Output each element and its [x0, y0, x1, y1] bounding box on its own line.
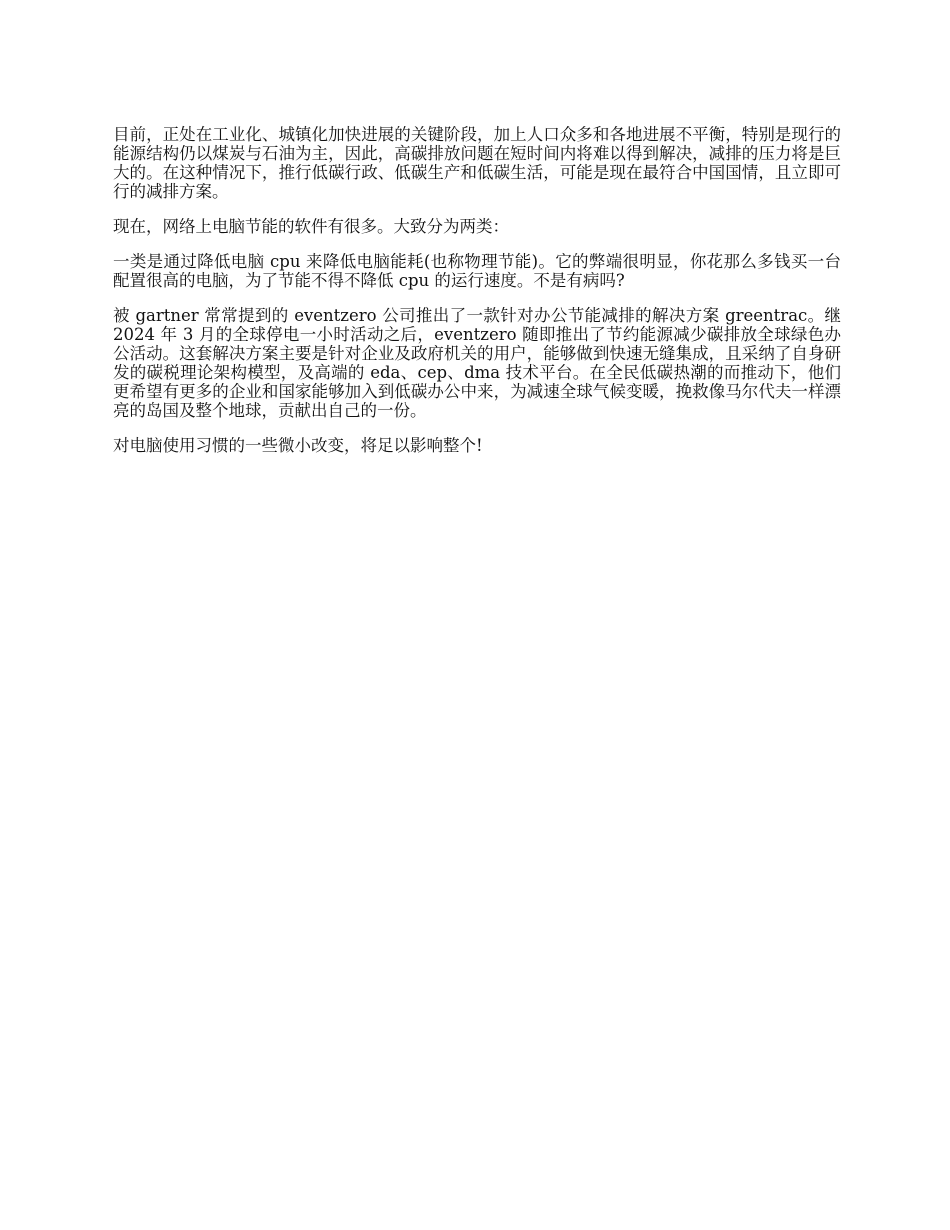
paragraph-physical-saving: 一类是通过降低电脑 cpu 来降低电脑能耗(也称物理节能)。它的弊端很明显，你花那么多钱买一台配置很高的电脑，为了节能不得不降低 cpu 的运行速度。不是有病吗?	[113, 252, 841, 290]
paragraph-greentrac: 被 gartner 常常提到的 eventzero 公司推出了一款针对办公节能减排的解决方案 greentrac。继 2024 年 3 月的全球停电一小时活动之后，eventzero 随即推出了节约能源减少碳排放全球绿色办公活动。这套解决方案主要是针对企业及政府机关的用户，能够做到快速无缝集成，且采纳了自身研发的碳税理论架构模型，及高端的 eda、cep、dma 技术平台。在全民低碳热潮的而推动下，他们更希望有更多的企业和国家能够加入到低碳办公中来，为减速全球气候变暖，挽救像马尔代夫一样漂亮的岛国及整个地球，贡献出自己的一份。	[113, 306, 841, 420]
document-body	[113, 125, 841, 471]
paragraph-intro: 目前，正处在工业化、城镇化加快进展的关键阶段，加上人口众多和各地进展不平衡，特别是现行的能源结构仍以煤炭与石油为主，因此，高碳排放问题在短时间内将难以得到解决，减排的压力将是巨大的。在这种情况下，推行低碳行政、低碳生产和低碳生活，可能是现在最符合中国国情，且立即可行的减排方案。	[113, 125, 841, 201]
paragraph-software-overview: 现在，网络上电脑节能的软件有很多。大致分为两类：	[113, 217, 509, 236]
paragraph-conclusion: 对电脑使用习惯的一些微小改变，将足以影响整个!	[113, 436, 483, 455]
